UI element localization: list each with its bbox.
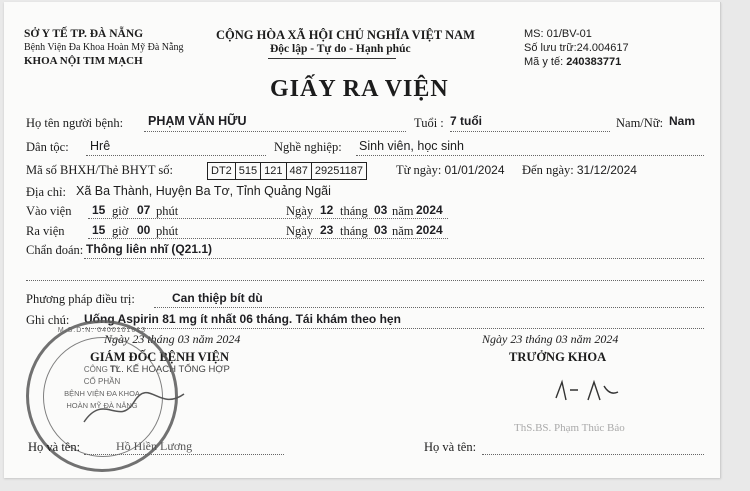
month-word: tháng [340,224,368,238]
insurance-box: DT2 [208,163,236,179]
right-name-label: Họ và tên: [424,440,477,454]
director-title: GIÁM ĐỐC BỆNH VIỆN [90,350,230,364]
patient-ethnicity: Hrê [90,139,111,153]
head-signature [548,376,638,410]
hospital-name: Bệnh Viện Đa Khoa Hoàn Mỹ Đà Nẵng [24,42,184,53]
admission-hour: 15 [92,203,106,217]
head-name-faint: ThS.BS. Phạm Thúc Bảo [514,422,625,434]
insurance-number-boxes [207,162,367,180]
from-date: 01/01/2024 [444,163,505,177]
discharge-dots [88,238,448,239]
diagnosis-value: Thông liên nhĩ (Q21.1) [86,242,212,256]
admission-dots [88,218,448,219]
stamp-line: CÔNG TY [83,365,121,374]
note-label: Ghi chú: [26,313,70,327]
insurance-box: 515 [236,163,261,179]
from-label: Từ ngày: [396,163,442,177]
admission-label: Vào viện [26,204,72,218]
right-name-dots [482,454,704,455]
age-label: Tuổi : [414,116,444,130]
diagnosis-dots [84,258,704,259]
left-sign-date: Ngày 23 tháng 03 năm 2024 [104,332,241,346]
insurance-label: Mã số BHXH/Thẻ BHYT số: [26,163,173,177]
discharge-minute: 00 [137,223,151,237]
minute-word: phút [156,204,179,218]
name-label: Họ tên người bệnh: [26,116,124,130]
admission-year: 2024 [416,203,443,217]
note-value: Uống Aspirin 81 mg ít nhất 06 tháng. Tái khám theo hẹn [84,312,401,326]
left-name-label: Họ và tên: [28,440,81,454]
medical-code: 240383771 [566,56,622,68]
year-word: năm [392,224,414,238]
month-word: tháng [340,204,368,218]
ethnicity-label: Dân tộc: [26,140,69,154]
age-dots [450,131,610,132]
admission-minute: 07 [137,203,151,217]
name-dots [144,131,406,132]
admission-day: 12 [320,203,334,217]
discharge-year: 2024 [416,223,443,237]
minute-word: phút [156,224,179,238]
health-department: SỞ Y TẾ TP. ĐÀ NẴNG [24,28,144,40]
occupation-label: Nghề nghiệp: [274,140,342,154]
medical-code-label: Mã y tế: [524,56,564,68]
diagnosis-dots-2 [26,280,704,281]
sex-label: Nam/Nữ: [616,116,664,130]
discharge-paper [4,2,721,478]
address-label: Địa chỉ: [26,185,66,199]
diagnosis-label: Chẩn đoán: [26,243,84,257]
motto-underline [268,58,396,59]
discharge-label: Ra viện [26,224,65,238]
form-code: MS: 01/BV-01 [524,28,592,40]
patient-occupation: Sinh viên, học sinh [359,139,464,153]
stamp-ring-text: M.S.D.N: 0400101013 [57,327,147,334]
right-sign-date: Ngày 23 tháng 03 năm 2024 [482,332,619,346]
discharge-hour: 15 [92,223,106,237]
day-word: Ngày [286,224,314,238]
motto: Độc lập - Tự do - Hạnh phúc [270,43,411,55]
director-signature [74,382,194,432]
discharge-month: 03 [374,223,388,237]
hour-word: giờ [112,204,129,218]
stamp-line: HOÀN MỸ ĐÀ NẴNG [66,401,138,410]
patient-address: Xã Ba Thành, Huyện Ba Tơ, Tỉnh Quảng Ngãi [76,184,331,198]
day-word: Ngày [286,204,314,218]
stamp-line: BỆNH VIỆN ĐA KHOA [64,389,140,398]
hour-word: giờ [112,224,129,238]
note-dots [82,328,704,329]
ethnicity-dots [86,155,266,156]
admission-month: 03 [374,203,388,217]
document-title: GIẤY RA VIỆN [270,76,449,102]
insurance-box: 487 [287,163,312,179]
patient-sex: Nam [669,114,696,128]
director-name: Hồ Hiền Lương [116,439,193,453]
to-date: 31/12/2024 [576,163,637,177]
insurance-box: 121 [261,163,286,179]
discharge-day: 23 [320,223,334,237]
left-name-dots [84,454,284,455]
director-subtitle: TL. KẾ HOẠCH TỔNG HỢP [110,364,230,375]
treatment-label: Phương pháp điều trị: [26,292,135,306]
treatment-value: Can thiệp bít dù [172,291,263,305]
head-department-title: TRƯỞNG KHOA [509,350,607,364]
treatment-dots [154,307,704,308]
year-word: năm [392,204,414,218]
republic-header: CỘNG HÒA XÃ HỘI CHỦ NGHĨA VIỆT NAM [216,28,475,42]
patient-age: 7 tuổi [450,114,482,128]
patient-name: PHẠM VĂN HỮU [148,114,247,128]
storage-number: Số lưu trữ:24.004617 [524,42,629,54]
to-label: Đến ngày: [522,163,574,177]
occupation-dots [356,155,704,156]
insurance-box: 29251187 [314,165,363,177]
department-name: KHOA NỘI TIM MẠCH [24,55,143,67]
stamp-line: CỔ PHẦN [83,377,121,386]
